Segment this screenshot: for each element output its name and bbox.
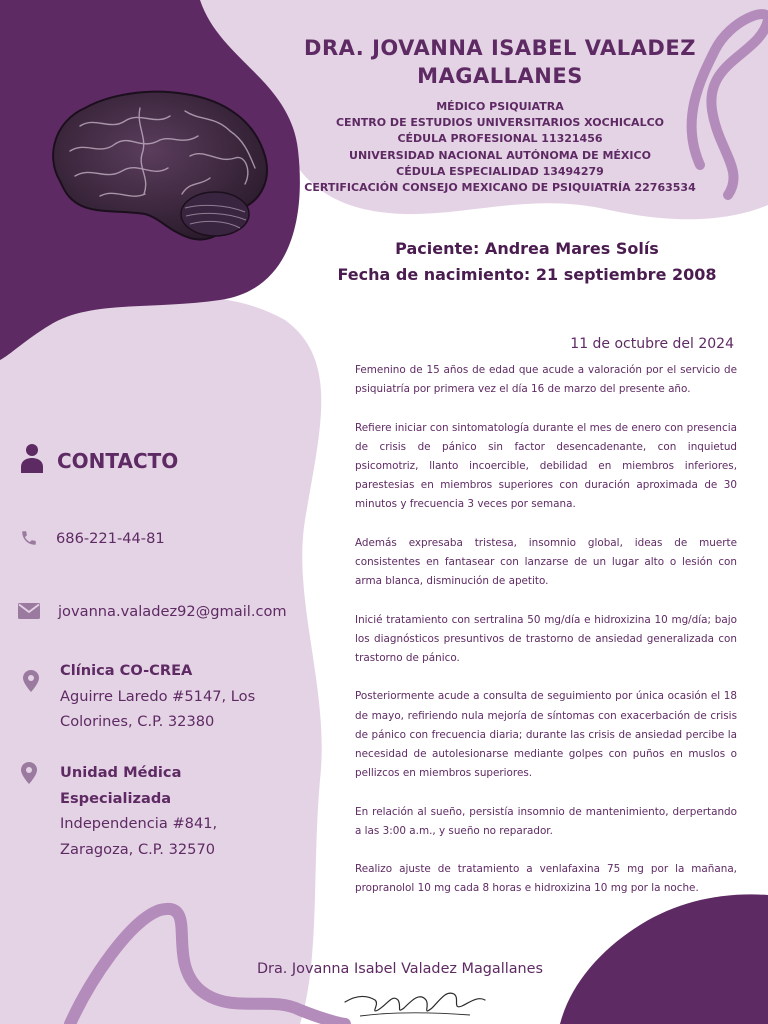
contact-title: CONTACTO	[57, 449, 179, 473]
clinic-address-line: Independencia #841,	[60, 815, 218, 832]
doctor-name-line-1: DRA. JOVANNA ISABEL VALADEZ	[304, 36, 696, 60]
patient-info	[300, 236, 754, 288]
clinic-name: Especializada	[60, 789, 172, 807]
doctor-name	[270, 34, 730, 90]
clinic-address-line: Aguirre Laredo #5147, Los	[60, 687, 256, 705]
doctor-name-line-2: MAGALLANES	[417, 64, 583, 88]
report-paragraph: Realizo ajuste de tratamiento a venlafaxina 75 mg por la mañana, propranolol 10 mg cada 8 horas e hidroxizina 10 mg por la noche.	[355, 863, 737, 895]
patient-dob: Fecha de nacimiento: 21 septiembre 2008	[337, 265, 717, 284]
report-paragraph: Además expresaba tristesa, insomnio global, ideas de muerte consistentes en fantasear con lanzarse de un lugar alto o lesión con arma blanca, disminución de apetito.	[355, 536, 737, 588]
report-paragraph: Refiere iniciar con sintomatología durante el mes de enero con presencia de crisis de pánico sin factor desencadenante, con inquietud psicomotriz, llanto incoercible, debilidad en miembros inferiores, parestesias en miembros superiores con duración aproximada de 30 minutos y frecuencia 3 veces por semana.	[355, 421, 737, 511]
phone-icon	[20, 529, 38, 547]
credential-line: UNIVERSIDAD NACIONAL AUTÓNOMA DE MÉXICO	[349, 148, 651, 162]
clinic-co-crea	[60, 658, 280, 735]
envelope-icon	[18, 603, 40, 619]
signature-name: Dra. Jovanna Isabel Valadez Magallanes	[256, 961, 544, 977]
clinic-name: Clínica CO-CREA	[60, 662, 193, 679]
doctor-credentials	[260, 99, 740, 196]
credential-line: CENTRO DE ESTUDIOS UNIVERSITARIOS XOCHICALCO	[335, 116, 665, 130]
location-pin-icon	[23, 670, 39, 692]
handwritten-signature	[340, 982, 490, 1022]
clinic-name: Unidad Médica	[60, 764, 182, 781]
report-paragraph: Posteriormente acude a consulta de seguimiento por única ocasión el 18 de mayo, refiriendo nula mejoría de síntomas con exacerbación de crisis de pánico con frecuencia diaria; durante las crisis de ansiedad percibe la necesidad de autolesionarse mediante golpes con puños en muslos o pellizcos en miembros superiores.	[355, 690, 737, 780]
patient-name: Paciente: Andrea Mares Solís	[395, 239, 659, 258]
report-paragraph: Inicié tratamiento con sertralina 50 mg/día e hidroxizina 10 mg/día; bajo los diagnósticos presuntivos de trastorno de ansiedad generalizada con trastorno de pánico.	[355, 613, 737, 664]
credential-line: MÉDICO PSIQUIATRA	[436, 100, 564, 113]
brain-illustration	[40, 86, 272, 246]
clinic-unidad-medica	[60, 760, 280, 862]
credential-line: CERTIFICACIÓN CONSEJO MEXICANO DE PSIQUIATRÍA 22763534	[304, 181, 696, 195]
credential-line: CÉDULA PROFESIONAL 11321456	[397, 132, 603, 146]
phone-number[interactable]: 686-221-44-81	[56, 530, 165, 547]
report-date: 11 de octubre del 2024	[570, 336, 734, 352]
email-address[interactable]: jovanna.valadez92@gmail.com	[58, 603, 287, 620]
person-icon	[20, 443, 44, 473]
report-paragraph: En relación al sueño, persistía insomnio de mantenimiento, derpertando a las 3:00 a.m., y sueño no reparador.	[355, 805, 737, 837]
report-paragraph: Femenino de 15 años de edad que acude a valoración por el servicio de psiquiatría por primera vez el día 16 de marzo del presente año.	[355, 364, 737, 396]
clinic-address-line: Zaragoza, C.P. 32570	[60, 840, 216, 858]
credential-line: CÉDULA ESPECIALIDAD 13494279	[396, 164, 604, 178]
location-pin-icon	[21, 762, 37, 784]
clinic-address-line: Colorines, C.P. 32380	[60, 713, 215, 730]
report-body	[355, 361, 737, 918]
